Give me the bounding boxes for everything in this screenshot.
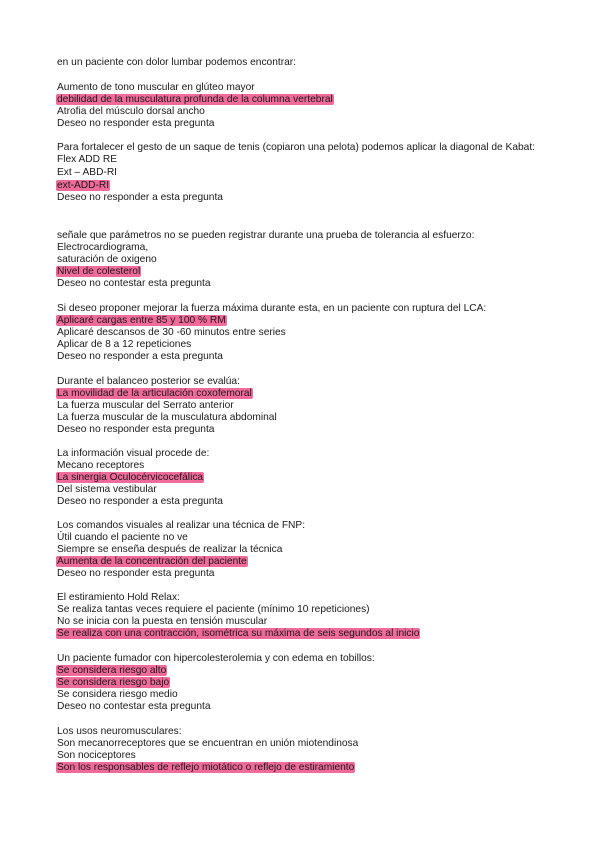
- answer-option: Se considera riesgo medio: [57, 689, 178, 701]
- answer-option: Deseo no responder a esta pregunta: [57, 496, 223, 508]
- answer-option: Deseo no responder esta pregunta: [57, 118, 215, 130]
- answer-option: Mecano receptores: [57, 460, 145, 472]
- answer-option: Aplicaré descansos de 30 -60 minutos entre series: [57, 327, 286, 339]
- answer-option: Deseo no contestar esta pregunta: [57, 278, 211, 290]
- highlighted-answer: Se realiza con una contracción, isométrica su máxima de seis segundos al inicio: [57, 628, 420, 640]
- answer-option: La fuerza muscular de la musculatura abdominal: [57, 412, 277, 424]
- question-text: Los comandos visuales al realizar una técnica de FNP:: [57, 520, 306, 531]
- answer-option: Electrocardiograma,: [57, 242, 149, 254]
- highlighted-answer: Se considera riesgo bajo: [57, 677, 170, 689]
- answer-option: Atrofia del músculo dorsal ancho: [57, 106, 205, 118]
- question-block: [57, 520, 547, 580]
- question-block: [57, 376, 547, 436]
- question-text: Un paciente fumador con hipercolesterolemia y con edema en tobillos:: [57, 653, 375, 664]
- answer-option: Flex ADD RE: [57, 154, 118, 166]
- answer-option: Siempre se enseña después de realizar la técnica: [57, 544, 283, 556]
- answer-option: Deseo no responder a esta pregunta: [57, 351, 223, 363]
- answer-option: Aumento de tono muscular en glúteo mayor: [57, 82, 255, 93]
- intro-text: en un paciente con dolor lumbar podemos encontrar:: [57, 57, 296, 68]
- highlighted-answer: ext-ADD-RI: [57, 180, 110, 192]
- question-block: [57, 230, 547, 290]
- highlighted-answer: La movilidad de la articulación coxofemoral: [57, 388, 252, 400]
- question-text: señale que parámetros no se pueden registrar durante una prueba de tolerancia al esfuerzo:: [57, 230, 475, 241]
- question-block: [57, 142, 547, 204]
- intro-block: [57, 57, 547, 69]
- question-block: [57, 653, 547, 713]
- question-text: El estiramiento Hold Relax:: [57, 592, 180, 603]
- answer-option: saturación de oxigeno: [57, 254, 157, 266]
- answer-option: Son nociceptores: [57, 750, 136, 762]
- question-block: [57, 82, 547, 130]
- question-block: [57, 592, 547, 640]
- answer-option: No se inicia con la puesta en tensión muscular: [57, 616, 268, 628]
- highlighted-answer: Nivel de colesterol: [57, 266, 141, 278]
- question-text: Durante el balanceo posterior se evalúa:: [57, 376, 240, 387]
- answer-option: Aplicar de 8 a 12 repeticiones: [57, 339, 192, 351]
- answer-option: Ext – ABD-RI: [57, 167, 118, 179]
- question-block: [57, 726, 547, 774]
- question-block: [57, 303, 547, 363]
- answer-option: Deseo no responder esta pregunta: [57, 568, 215, 580]
- highlighted-answer: Se considera riesgo alto: [57, 665, 167, 677]
- highlighted-answer: debilidad de la musculatura profunda de la columna vertebral: [57, 94, 333, 106]
- highlighted-answer: Aplicaré cargas entre 85 y 100 % RM: [57, 315, 226, 327]
- question-text: Si deseo proponer mejorar la fuerza máxima durante esta, en un paciente con ruptura del LCA:: [57, 303, 487, 314]
- answer-option: Se realiza tantas veces requiere el paciente (mínimo 10 repeticiones): [57, 604, 370, 616]
- answer-option: La fuerza muscular del Serrato anterior: [57, 400, 234, 412]
- answer-option: Útil cuando el paciente no ve: [57, 532, 188, 544]
- answer-option: Deseo no responder a esta pregunta: [57, 192, 223, 204]
- answer-option: Son mecanorreceptores que se encuentran en unión miotendinosa: [57, 738, 359, 750]
- answer-option: Del sistema vestibular: [57, 484, 157, 496]
- answer-option: Deseo no responder esta pregunta: [57, 424, 215, 436]
- question-text: Para fortalecer el gesto de un saque de tenis (copiaron una pelota) podemos aplicar la diagonal de Kabat:: [57, 142, 535, 153]
- highlighted-answer: La sinergia Oculocérvicocefálica: [57, 472, 204, 484]
- question-text: Los usos neuromusculares:: [57, 726, 182, 737]
- question-block: [57, 448, 547, 508]
- answer-option: Deseo no contestar esta pregunta: [57, 701, 211, 713]
- highlighted-answer: Son los responsables de reflejo miotático o reflejo de estiramiento: [57, 762, 355, 774]
- highlighted-answer: Aumenta de la concentración del paciente: [57, 556, 247, 568]
- question-text: La información visual procede de:: [57, 448, 210, 459]
